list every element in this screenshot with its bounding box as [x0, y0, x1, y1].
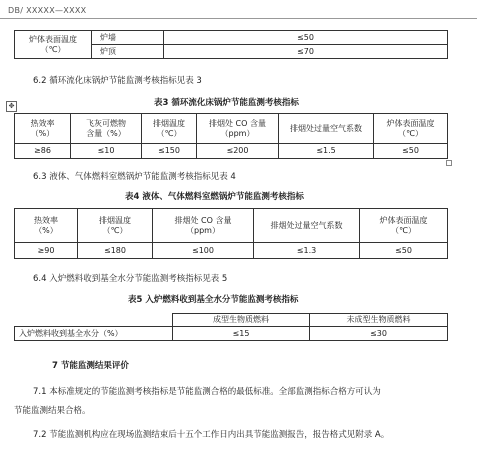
- table5: [14, 313, 448, 341]
- t3-h-fly-ash: 飞灰可燃物 含量（%）: [71, 114, 142, 144]
- t4-v-surface-temp: ≤50: [360, 243, 448, 259]
- part-wall: 炉墙: [92, 31, 164, 45]
- t3-h-excess-air: 排烟处过量空气系数: [279, 114, 374, 144]
- para-7-1-line2: 节能监测结果合格。: [14, 406, 91, 416]
- table-move-handle-icon[interactable]: ✥: [6, 101, 17, 112]
- section-6-2: 6.2 循环流化床锅炉节能监测考核指标见表 3: [33, 76, 202, 86]
- t4-h-co: 排烟处 CO 含量 （ppm）: [153, 209, 254, 243]
- section-6-4: 6.4 入炉燃料收到基全水分节能监测考核指标见表 5: [33, 274, 228, 284]
- t5-h-formed: 成型生物质燃料: [173, 314, 310, 327]
- table4: [14, 208, 448, 259]
- t3-h-surface-temp: 炉体表面温度 （℃）: [374, 114, 448, 144]
- t3-v-fly-ash: ≤10: [71, 144, 142, 159]
- t3-v-excess-air: ≤1.5: [279, 144, 374, 159]
- table-resize-handle[interactable]: [446, 160, 452, 166]
- t3-h-efficiency: 热效率 （%）: [15, 114, 71, 144]
- t4-v-exhaust-temp: ≤180: [78, 243, 153, 259]
- t3-h-exhaust-temp: 排烟温度 （℃）: [142, 114, 197, 144]
- table3: [14, 113, 448, 159]
- t5-v-formed: ≤15: [173, 327, 310, 341]
- t3-v-co: ≤200: [197, 144, 279, 159]
- value-top: ≤70: [164, 45, 448, 59]
- header-divider: [0, 18, 477, 19]
- t4-v-efficiency: ≥90: [15, 243, 78, 259]
- table3-caption: 表3 循环流化床锅炉节能监测考核指标: [154, 98, 299, 108]
- t4-h-efficiency: 热效率 （%）: [15, 209, 78, 243]
- t5-empty-corner: [15, 314, 173, 327]
- t5-row-label: 入炉燃料收到基全水分（%）: [15, 327, 173, 341]
- t4-v-excess-air: ≤1.3: [254, 243, 360, 259]
- table5-caption: 表5 入炉燃料收到基全水分节能监测考核指标: [128, 295, 299, 305]
- table4-caption: 表4 液体、气体燃料室燃锅炉节能监测考核指标: [125, 192, 304, 202]
- surface-temp-label: 炉体表面温度 （℃）: [15, 31, 92, 59]
- value-wall: ≤50: [164, 31, 448, 45]
- t4-h-surface-temp: 炉体表面温度 （℃）: [360, 209, 448, 243]
- t5-h-unformed: 未成型生物质燃料: [310, 314, 448, 327]
- para-7-1-line1: 7.1 本标准规定的节能监测考核指标是节能监测合格的最低标准。全部监测指标合格方可认为: [33, 387, 381, 397]
- t3-v-efficiency: ≥86: [15, 144, 71, 159]
- t4-v-co: ≤100: [153, 243, 254, 259]
- document-code: DB/ XXXXX—XXXX: [8, 6, 87, 15]
- table-top-continuation: [14, 30, 448, 59]
- t3-h-co: 排烟处 CO 含量 （ppm）: [197, 114, 279, 144]
- para-7-2: 7.2 节能监测机构应在现场监测结束后十五个工作日内出具节能监测报告，报告格式见附录 A。: [33, 430, 390, 440]
- t5-v-unformed: ≤30: [310, 327, 448, 341]
- t4-h-excess-air: 排烟处过量空气系数: [254, 209, 360, 243]
- t4-h-exhaust-temp: 排烟温度 （℃）: [78, 209, 153, 243]
- section-6-3: 6.3 液体、气体燃料室燃锅炉节能监测考核指标见表 4: [33, 172, 236, 182]
- section-7-heading: 7 节能监测结果评价: [52, 361, 129, 371]
- part-top: 炉顶: [92, 45, 164, 59]
- t3-v-exhaust-temp: ≤150: [142, 144, 197, 159]
- t3-v-surface-temp: ≤50: [374, 144, 448, 159]
